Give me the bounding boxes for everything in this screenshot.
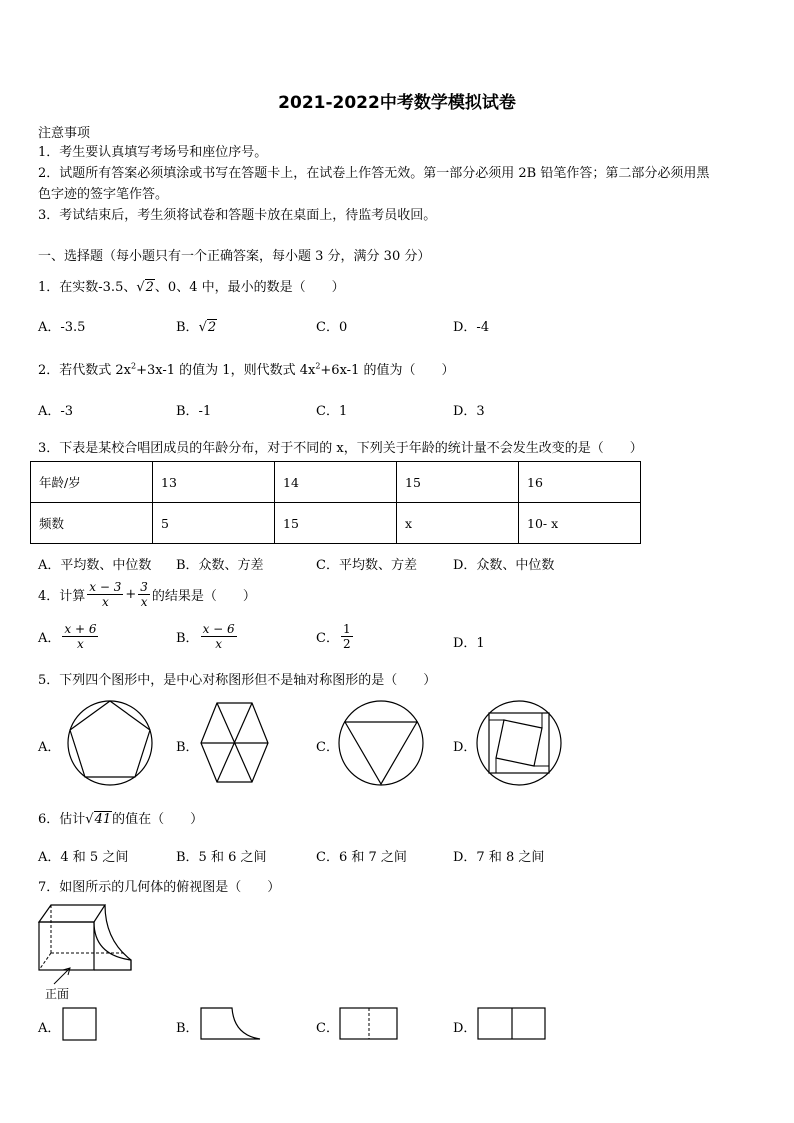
sqrt-41: √41 [85,812,112,827]
notice-item-2: 2．试题所有答案必须填涂或书写在答题卡上，在试卷上作答无效。第一部分必须用 2B 铅笔作答；第二部分必须用黑 [38,166,710,181]
pentagon-in-circle-figure [60,700,162,786]
front-view-label: 正面 [45,987,70,1001]
question-3: 3．下表是某校合唱团成员的年龄分布，对于不同的 x，下列关于年龄的统计量不会发生改变的是（ ） [38,441,643,456]
q4-option-a[interactable]: A． $\frac{x + 6}{x}$ [38,622,97,651]
square-view-figure [62,1007,98,1041]
notice-item-3: 3．考试结束后，考生须将试卷和答题卡放在桌面上，待监考员收回。 [38,208,437,223]
q6-option-c[interactable]: C．6 和 7 之间 [316,850,407,865]
table-row [31,462,641,503]
q4-option-d[interactable]: D．1 [453,636,485,651]
page-title: 2021-2022中考数学模拟试卷 [278,93,516,113]
q3-option-c[interactable]: C．平均数、方差 [316,558,417,573]
sqrt-2-option: √2 [198,320,217,335]
q6-option-b[interactable]: B．5 和 6 之间 [176,850,267,865]
q6-option-d[interactable]: D．7 和 8 之间 [453,850,545,865]
table-cell: 15 [275,503,397,544]
q5-option-c[interactable]: C． [316,740,339,755]
q1-option-d[interactable]: D．-4 [453,320,490,335]
table-cell: x [397,503,519,544]
q1-option-b[interactable]: B．√2 [176,320,217,335]
q4-option-b[interactable]: B． $\frac{x - 6}{x}$ [176,622,235,651]
q7-option-c[interactable]: C． [316,1021,339,1036]
q7-option-b[interactable]: B． [176,1021,199,1036]
q2-option-c[interactable]: C．1 [316,404,348,419]
solid-figure [36,900,136,980]
table-row [31,503,641,544]
table-cell: 16 [519,462,641,503]
question-7: 7．如图所示的几何体的俯视图是（ ） [38,880,281,895]
q4-option-c[interactable]: C． $\frac{1}{2}$ [316,622,351,651]
notice-item-1: 1．考生要认真填写考场号和座位序号。 [38,145,268,160]
q1-text-post: 、0、4 中，最小的数是（ ） [154,280,345,295]
question-1 [38,276,345,295]
section-heading: 一、选择题（每小题只有一个正确答案，每小题 3 分，满分 30 分） [38,249,431,264]
notice-item-2-cont: 色字迹的签字笔作答。 [38,187,169,202]
q3-option-a[interactable]: A．平均数、中位数 [38,558,152,573]
hexagon-figure [200,702,270,784]
q5-option-d[interactable]: D． [453,740,477,755]
q7-option-d[interactable]: D． [453,1021,477,1036]
question-5: 5．下列四个图形中，是中心对称图形但不是轴对称图形的是（ ） [38,673,437,688]
q1-option-c[interactable]: C．0 [316,320,348,335]
q3-option-b[interactable]: B．众数、方差 [176,558,264,573]
question-4: 4．计算 $\frac{x - 3}{x}$ + $\frac{3}{x}$ 的结果是（ ） [38,580,256,609]
triangle-in-circle-figure [338,700,424,786]
age-frequency-table [30,461,641,544]
table-cell: 13 [153,462,275,503]
q3-option-d[interactable]: D．众数、中位数 [453,558,555,573]
table-cell: 频数 [31,503,153,544]
q6-option-a[interactable]: A．4 和 5 之间 [38,850,129,865]
pinwheel-squares-figure [476,700,562,786]
dashed-divided-rectangle-figure [339,1007,399,1041]
q1-option-a[interactable]: A．-3.5 [38,320,86,335]
q2-option-d[interactable]: D．3 [453,404,485,419]
fraction: $\frac{x - 3}{x}$ [89,580,122,609]
q1-text-pre: 1．在实数-3.5、 [38,280,137,295]
fraction: $\frac{3}{x}$ [140,580,148,609]
q5-option-a[interactable]: A． [38,740,61,755]
q2-option-a[interactable]: A．-3 [38,404,74,419]
q2-option-b[interactable]: B．-1 [176,404,212,419]
question-6: 6．估计√41的值在（ ） [38,812,204,827]
q5-option-b[interactable]: B． [176,740,199,755]
curved-view-figure [200,1007,262,1041]
table-cell: 15 [397,462,519,503]
q7-option-a[interactable]: A． [38,1021,61,1036]
notice-heading: 注意事项 [38,126,91,141]
table-cell: 5 [153,503,275,544]
sqrt-2: √2 [136,280,154,295]
divided-rectangle-figure [477,1007,547,1041]
table-cell: 年龄/岁 [31,462,153,503]
question-2: 2．若代数式 $2x^2+3x-1$ 的值为 1，则代数式 $4x^2+6x-1$ 的值为（ ） [38,361,455,378]
table-cell: 14 [275,462,397,503]
table-cell: 10- x [519,503,641,544]
